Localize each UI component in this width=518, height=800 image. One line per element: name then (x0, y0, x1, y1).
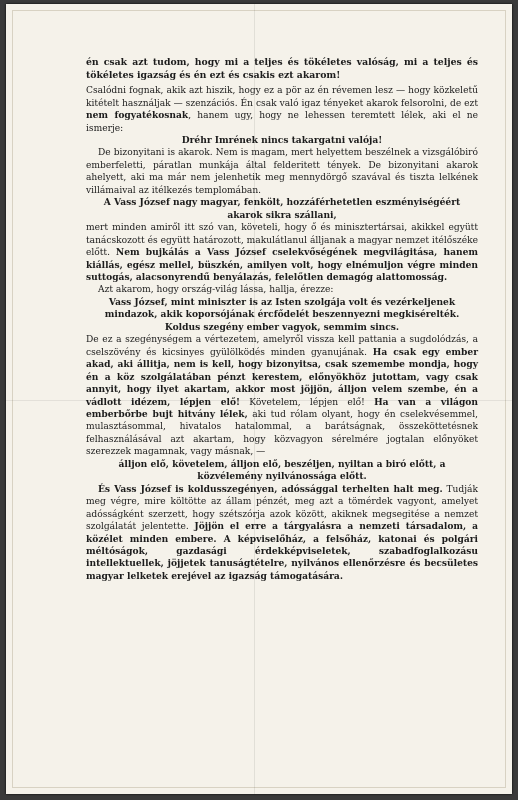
text-segment: álljon elő, követelem, álljon elő, beszéljen, nyiltan a biró előtt, a közvélemény nyilvánossága előtt. (118, 458, 446, 483)
text-segment: Nem bujkálás a Vass József cselekvőségének megvilágitása, hanem kiállás, egész mellel, büszkén, amilyen volt, hogy elnémuljon végre minden suttogás, alacsonyrendű benyálazás, felelőtlen demagóg alattomosság. (86, 247, 479, 283)
document-page (6, 4, 512, 794)
paragraph-11 (86, 459, 478, 484)
paragraph-4 (86, 147, 478, 197)
text-segment: én csak azt tudom, hogy mi a teljes és tökéletes valóság, mi a teljes és tökéletes igazság és én ezt és csakis ezt akarom! (86, 57, 478, 82)
paragraph-5 (86, 197, 478, 222)
text-segment: aki tud rólam olyant, hogy én cselekvésemmel, mulasztásommal, hivatalos hatalommal, a barátságnak, összeköttetésnek felhasználásával azt akartam, hogy közvagyon sérelmére jogtalan előnyöket szerezzek magamnak, vagy másnak, — (86, 409, 478, 458)
paragraph-7 (86, 284, 478, 296)
text-segment: És Vass József is koldusszegényen, adóssággal terhelten halt meg. (98, 483, 443, 495)
text-segment: mert minden amiről itt szó van, követeli, hogy ő és minisztertársai, akikkel együtt tanácskozott és együtt határozott, makulátlanul álljanak a magyar nemzet itélőszéke előtt. (86, 223, 478, 259)
text-segment: nem fogyatékosnak (86, 110, 189, 122)
document-body (86, 56, 478, 583)
text-segment: A Vass József nagy magyar, fenkölt, hozzáférhetetlen eszményiségéért akarok sikra szállani, (103, 197, 461, 221)
paragraph-6 (86, 222, 478, 284)
paragraph-1 (86, 56, 478, 82)
text-segment: Követelem, lépjen elő! (240, 397, 375, 408)
text-segment: Ha csak egy ember akad, aki állitja, nem is kell, hogy bizonyitsa, csak szemembe mondja, hogy én a köz szolgálatában pénzt kerestem, előnyökhöz jutottam, vagy csak annyit, hogy ilyet akartam, akkor most jöjjön, álljon velem szembe, én a vádlott idézem, lépjen elő! (86, 346, 478, 408)
text-segment: Jöjjön el erre a tárgyalásra a nemzeti társadalom, a közélet minden embere. A képviselőház, a felsőház, katonai és polgári méltóságok, gazdasági érdekképviseletek, szabadfoglalkozásu intellektuellek, jöjjetek tanuságtételre, nyilvános ellenőrzésre és becsületes magyar lelketek erejével az igazság támogatására. (86, 521, 478, 582)
text-segment: De ez a szegénységem a vértezetem, amelyről vissza kell pattania a sugdolódzás, a cselszövény és kicsinyes gyülölködés minden gyanujának. (86, 335, 478, 358)
text-segment: Vass József, mint miniszter is az Isten szolgája volt és vezérkeljenek mindazok, akik koporsójának ércfődelét beszennyezni megkisérelték. (104, 296, 460, 321)
text-segment: Ha van a világon emberbőrbe bujt hitvány lélek, (86, 396, 478, 420)
text-segment: Azt akarom, hogy ország-világ lássa, hallja, érezze: (98, 285, 334, 296)
paragraph-8 (86, 297, 478, 322)
text-segment: Dréhr Imrének nincs takargatni valója! (181, 135, 383, 146)
paragraph-10 (86, 334, 478, 459)
text-segment: Koldus szegény ember vagyok, semmim sincs. (164, 321, 400, 333)
text-segment: Tudják meg végre, mire költötte az állam pénzét, meg azt a tömérdek vagyont, amelyet adósságként szerzett, hogy szétszórja azok között, akiknek megsegitése a nemzet szolgálatát jelentette. (86, 484, 478, 533)
paragraph-12 (86, 484, 478, 584)
paragraph-2 (86, 85, 478, 135)
paragraph-9 (86, 322, 478, 334)
text-segment: , hanem ugy, hogy ne lehessen teremtett lélek, aki el ne ismerje: (86, 111, 478, 134)
text-segment: De bizonyitani is akarok. Nem is magam, mert helyettem beszélnek a vizsgálóbiró emberfeletti, páratlan munkája által felderitett tények. De bizonyitani akarok ahelyett, aki ma már nem jelenhetik meg mennydörgő szavával és tiszta lelkének villámaival az itélkezés templomában. (86, 148, 478, 196)
paragraph-3 (86, 135, 478, 147)
text-segment: Csalódni fognak, akik azt hiszik, hogy ez a pör az én révemen lesz — hogy közkeletű kitételt használjak — szenzációs. Én csak való igaz tényeket akarok felsorolni, de ezt (86, 86, 478, 109)
